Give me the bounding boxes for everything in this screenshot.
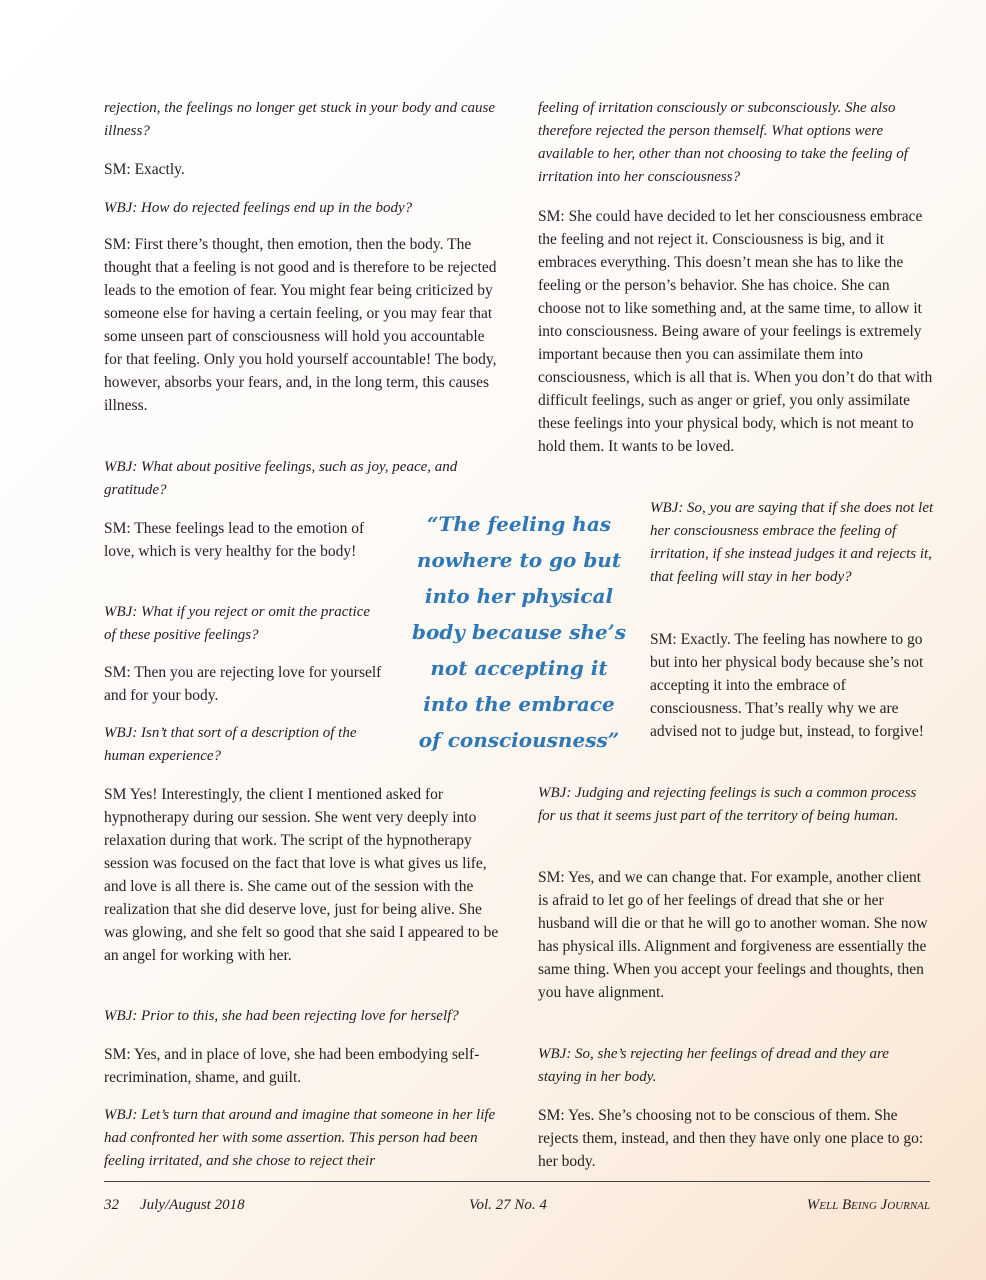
answer-text: SM: First there’s thought, then emotion, then the body. The thought that a feeling is not good and is therefore to be rejected leads to the emotion of fear. You might fear being criticized by someone else for having a certain feeling, or you may fear that some unseen part of consciousness will hold you accountable for that feeling. Only you hold yourself accountable! The body, however, absorbs your fears, and, in the long term, this causes illness.: [104, 236, 497, 414]
pull-quote: “The feeling has nowhere to go but into her physical body because she’s not accepting it into the embrace of consciousness”: [412, 512, 626, 752]
question-text: WBJ: Judging and rejecting feelings is such a common process for us that it seems just part of the territory of being human.: [538, 785, 917, 824]
answer-text: SM: Exactly. The feeling has nowhere to go but into her physical body because she’s not accepting it into the embrace of consciousness. That’s really why we are advised not to judge but, instead, to forgive!: [650, 631, 924, 740]
question-text: WBJ: Isn’t that sort of a description of the human experience?: [104, 725, 357, 764]
answer-text: SM: These feelings lead to the emotion of love, which is very healthy for the body!: [104, 520, 365, 560]
answer-text: SM Yes! Interestingly, the client I mentioned asked for hypnotherapy during our session. She went very deeply into relaxation during that work. The script of the hypnotherapy session was focused on the fact that love is what gives us life, and love is all there is. She came out of the session with the realization that she did deserve love, just for being alive. She was glowing, and she felt so good that she said I appeared to be an angel for working with her.: [104, 786, 499, 964]
question-text: WBJ: Let’s turn that around and imagine that someone in her life had confronted her with some assertion. This person had been feeling irritated, and she chose to reject their: [104, 1107, 496, 1169]
answer-text: SM: Yes, and we can change that. For example, another client is afraid to let go of her feelings of dread that she or her husband will die or that he will go to another woman. She now has physical ills. Alignment and forgiveness are essentially the same thing. When you accept your feelings and thoughts, then you have alignment.: [538, 869, 928, 1001]
answer-text: SM: Yes, and in place of love, she had been embodying self-recrimination, shame, and guilt.: [104, 1046, 480, 1086]
question-text: WBJ: What if you reject or omit the practice of these positive feelings?: [104, 604, 371, 643]
question-text: rejection, the feelings no longer get stuck in your body and cause illness?: [104, 100, 496, 139]
question-text: WBJ: So, she’s rejecting her feelings of dread and they are staying in her body.: [538, 1046, 889, 1085]
footer-divider: [104, 1181, 930, 1182]
volume-number: Vol. 27 No. 4: [469, 1197, 547, 1213]
answer-text: SM: Then you are rejecting love for yourself and for your body.: [104, 664, 382, 704]
question-text: feeling of irritation consciously or subconsciously. She also therefore rejected the person themself. What options were available to her, other than not choosing to take the feeling of irritation into her consciousness?: [538, 100, 908, 185]
issue-date: July/August 2018: [140, 1197, 245, 1213]
answer-text: SM: Yes. She’s choosing not to be conscious of them. She rejects them, instead, and then they have only one place to go: her body.: [538, 1107, 924, 1170]
answer-text: SM: She could have decided to let her consciousness embrace the feeling and not reject it. Consciousness is big, and it embraces everything. This doesn’t mean she has to like the feeling or the person’s behavior. She has choice. She can choose not to like something and, at the same time, to allow it into consciousness. Being aware of your feelings is extremely important because then you can assimilate them into consciousness, which is all that is. When you don’t do that with difficult feelings, such as anger or grief, you only assimilate these feelings into your physical body, which is not meant to hold them. It wants to be loved.: [538, 208, 933, 455]
journal-name: Well Being Journal: [806, 1197, 930, 1213]
question-text: WBJ: So, you are saying that if she does not let her consciousness embrace the feeling of irritation, if she instead judges it and rejects it, that feeling will stay in her body?: [650, 500, 934, 585]
page-number: 32: [104, 1197, 119, 1213]
question-text: WBJ: How do rejected feelings end up in the body?: [104, 200, 413, 216]
question-text: WBJ: What about positive feelings, such as joy, peace, and gratitude?: [104, 459, 458, 498]
question-text: WBJ: Prior to this, she had been rejecting love for herself?: [104, 1008, 459, 1024]
answer-text: SM: Exactly.: [104, 161, 185, 178]
